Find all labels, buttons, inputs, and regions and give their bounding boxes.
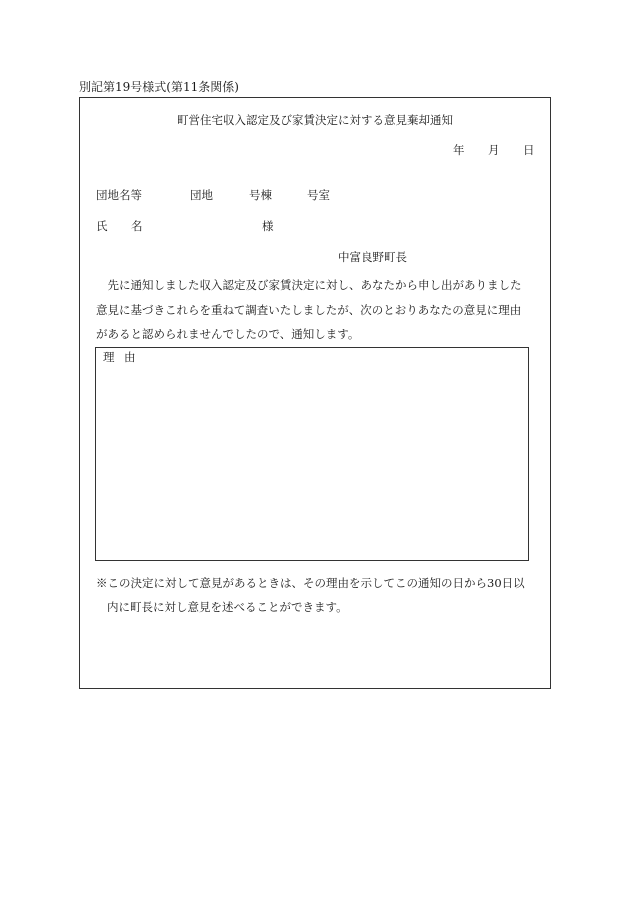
sender-name: 中富良野町長 [338,250,407,264]
date-year-label: 年 [453,143,465,157]
reason-label-first: 理 [103,350,115,364]
reason-label-second: 由 [124,350,136,364]
complex-name-label: 団地名等 [96,188,142,202]
body-line-1: 先に通知しました収入認定及び家賃決定に対し、あなたから申し出がありました [96,278,522,292]
date-month-label: 月 [488,143,500,157]
reason-box [95,347,529,561]
name-label-second: 名 [131,219,143,233]
body-line-2: 意見に基づきこれらを重ねて調査いたしましたが、次のとおりあなたの意見に理由 [96,303,522,317]
name-label-first: 氏 [96,219,108,233]
date-day-label: 日 [523,143,535,157]
form-number-label: 別記第19号様式(第11条関係) [79,80,239,94]
body-line-3: があると認められませんでしたので、通知します。 [96,327,360,341]
document-title: 町営住宅収入認定及び家賃決定に対する意見棄却通知 [177,113,453,127]
note-line-2: 内に町長に対し意見を述べることができます。 [107,600,348,614]
complex-unit-label: 団地 [190,188,213,202]
room-unit-label: 号室 [307,188,330,202]
honorific-label: 様 [262,219,274,233]
note-line-1: ※この決定に対して意見があるときは、その理由を示してこの通知の日から30日以 [96,576,525,590]
building-unit-label: 号棟 [249,188,272,202]
